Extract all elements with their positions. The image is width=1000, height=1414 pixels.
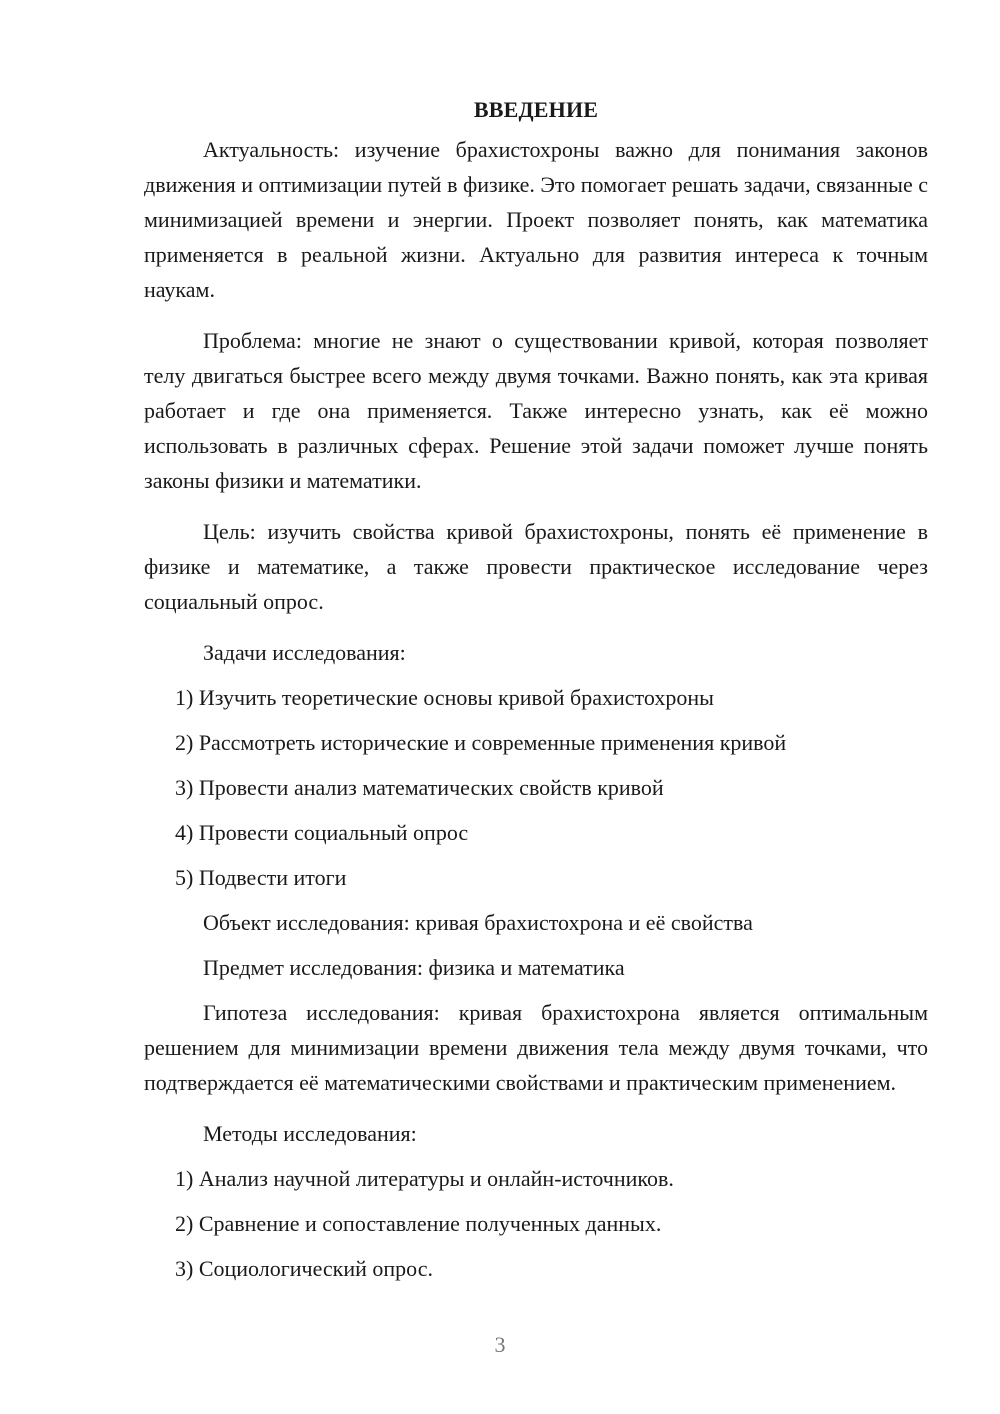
goal-paragraph: Цель: изучить свойства кривой брахистохроны, понять её применение в физике и математике, а также провести практическое исследование через социальный опрос. — [144, 519, 928, 614]
page-content — [144, 92, 928, 1296]
task-item-1: 1) Изучить теоретические основы кривой брахистохроны — [175, 685, 714, 710]
method-item-1: 1) Анализ научной литературы и онлайн-источников. — [175, 1166, 674, 1191]
task-item-2: 2) Рассмотреть исторические и современные применения кривой — [175, 730, 787, 755]
relevance-paragraph: Актуальность: изучение брахистохроны важно для понимания законов движения и оптимизации путей в физике. Это помогает решать задачи, связанные с минимизацией времени и энергии. Проект позволяет понять, как математика применяется в реальной жизни. Актуально для развития интереса к точным наукам. — [144, 137, 928, 302]
section-heading: ВВЕДЕНИЕ — [473, 97, 599, 122]
research-subject: Предмет исследования: физика и математика — [203, 955, 625, 980]
hypothesis-paragraph: Гипотеза исследования: кривая брахистохрона является оптимальным решением для минимизации времени движения тела между двумя точками, что подтверждается её математическими свойствами и практическим применением. — [144, 1000, 928, 1095]
problem-paragraph: Проблема: многие не знают о существовании кривой, которая позволяет телу двигаться быстрее всего между двумя точками. Важно понять, как эта кривая работает и где она применяется. Также интересно узнать, как её можно использовать в различных сферах. Решение этой задачи поможет лучше понять законы физики и математики. — [144, 328, 928, 493]
tasks-label: Задачи исследования: — [203, 640, 406, 665]
page-number: 3 — [494, 1332, 506, 1357]
method-item-2: 2) Сравнение и сопоставление полученных данных. — [175, 1211, 662, 1236]
research-object: Объект исследования: кривая брахистохрона и её свойства — [203, 910, 753, 935]
task-item-5: 5) Подвести итоги — [175, 865, 347, 890]
task-item-4: 4) Провести социальный опрос — [175, 820, 469, 845]
methods-label: Методы исследования: — [203, 1121, 417, 1146]
method-item-3: 3) Социологический опрос. — [175, 1256, 433, 1281]
task-item-3: 3) Провести анализ математических свойств кривой — [175, 775, 664, 800]
